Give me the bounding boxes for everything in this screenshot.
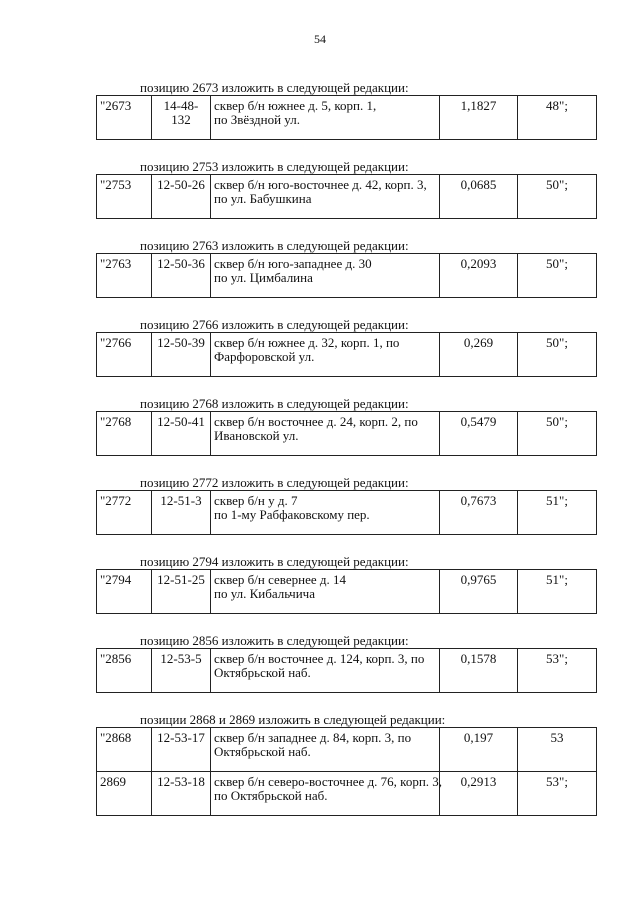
address-cell xyxy=(211,333,440,377)
entry-table xyxy=(96,727,597,816)
address-line: по ул. Бабушкина xyxy=(214,191,312,206)
entry-table xyxy=(96,648,597,693)
section-heading: позиции 2868 и 2869 изложить в следующей редакции: xyxy=(140,712,446,727)
area-value: 0,7673 xyxy=(440,491,518,535)
address-cell xyxy=(211,491,440,535)
table-row xyxy=(97,728,597,772)
area-value: 0,2913 xyxy=(440,772,518,816)
registry-code: 12-51-25 xyxy=(152,570,211,614)
address-cell xyxy=(211,772,443,816)
section-heading: позицию 2763 изложить в следующей редакции: xyxy=(140,238,409,253)
reference-number: 53 xyxy=(518,728,597,772)
amendment-section xyxy=(96,159,596,219)
section-heading: позицию 2673 изложить в следующей редакции: xyxy=(140,80,409,95)
reference-number: 53"; xyxy=(518,772,597,816)
address-line: сквер б/н южнее д. 5, корп. 1, xyxy=(214,98,377,113)
page-number: 54 xyxy=(314,32,326,46)
address-line: по ул. Цимбалина xyxy=(214,270,313,285)
position-number: "2753 xyxy=(97,175,152,219)
address-line: сквер б/н восточнее д. 24, корп. 2, по xyxy=(214,414,418,429)
table-row xyxy=(97,772,597,816)
reference-number: 53"; xyxy=(518,649,597,693)
position-number: 2869 xyxy=(97,772,152,816)
address-line: Фарфоровской ул. xyxy=(214,349,315,364)
position-number: "2856 xyxy=(97,649,152,693)
reference-number: 50"; xyxy=(518,175,597,219)
position-number: "2768 xyxy=(97,412,152,456)
section-heading: позицию 2753 изложить в следующей редакции: xyxy=(140,159,409,174)
area-value: 0,197 xyxy=(440,728,518,772)
amendment-section xyxy=(96,317,596,377)
area-value: 0,2093 xyxy=(440,254,518,298)
address-cell xyxy=(211,728,440,772)
position-number: "2772 xyxy=(97,491,152,535)
section-heading: позицию 2794 изложить в следующей редакции: xyxy=(140,554,409,569)
reference-number: 50"; xyxy=(518,412,597,456)
area-value: 1,1827 xyxy=(440,96,518,140)
address-cell xyxy=(211,254,440,298)
entry-table xyxy=(96,253,597,298)
address-line: сквер б/н юго-западнее д. 30 xyxy=(214,256,372,271)
address-line: сквер б/н западнее д. 84, корп. 3, по xyxy=(214,730,412,745)
address-line: сквер б/н северо-восточнее д. 76, корп. 3, xyxy=(214,774,443,789)
address-line: по ул. Кибальчича xyxy=(214,586,315,601)
table-row xyxy=(97,412,597,456)
entry-table xyxy=(96,332,597,377)
entry-table xyxy=(96,95,597,140)
entry-table xyxy=(96,569,597,614)
table-row xyxy=(97,570,597,614)
amendment-section xyxy=(96,238,596,298)
amendment-section xyxy=(96,396,596,456)
address-line: Октябрьской наб. xyxy=(214,744,311,759)
address-cell xyxy=(211,570,440,614)
registry-code: 14-48-132 xyxy=(152,96,211,140)
table-row xyxy=(97,649,597,693)
area-value: 0,9765 xyxy=(440,570,518,614)
address-line: по Звёздной ул. xyxy=(214,112,300,127)
address-line: сквер б/н юго-восточнее д. 42, корп. 3, xyxy=(214,177,427,192)
address-line: сквер б/н южнее д. 32, корп. 1, по xyxy=(214,335,400,350)
position-number: "2868 xyxy=(97,728,152,772)
entry-table xyxy=(96,174,597,219)
reference-number: 51"; xyxy=(518,491,597,535)
section-heading: позицию 2768 изложить в следующей редакции: xyxy=(140,396,409,411)
table-row xyxy=(97,175,597,219)
entry-table xyxy=(96,411,597,456)
reference-number: 50"; xyxy=(518,333,597,377)
area-value: 0,0685 xyxy=(440,175,518,219)
registry-code: 12-53-5 xyxy=(152,649,211,693)
reference-number: 50"; xyxy=(518,254,597,298)
address-line: по Октябрьской наб. xyxy=(214,788,328,803)
position-number: "2794 xyxy=(97,570,152,614)
address-line: по 1-му Рабфаковскому пер. xyxy=(214,507,370,522)
position-number: "2673 xyxy=(97,96,152,140)
section-heading: позицию 2766 изложить в следующей редакции: xyxy=(140,317,409,332)
table-row xyxy=(97,333,597,377)
registry-code: 12-50-36 xyxy=(152,254,211,298)
table-row xyxy=(97,96,597,140)
entry-table xyxy=(96,490,597,535)
address-cell xyxy=(211,412,440,456)
registry-code: 12-53-17 xyxy=(152,728,211,772)
section-heading: позицию 2856 изложить в следующей редакции: xyxy=(140,633,409,648)
address-cell xyxy=(211,96,440,140)
address-cell xyxy=(211,649,440,693)
area-value: 0,5479 xyxy=(440,412,518,456)
amendment-section xyxy=(96,633,596,693)
registry-code: 12-51-3 xyxy=(152,491,211,535)
registry-code: 12-50-26 xyxy=(152,175,211,219)
address-line: сквер б/н севернее д. 14 xyxy=(214,572,346,587)
registry-code: 12-50-41 xyxy=(152,412,211,456)
section-heading: позицию 2772 изложить в следующей редакции: xyxy=(140,475,409,490)
position-number: "2763 xyxy=(97,254,152,298)
position-number: "2766 xyxy=(97,333,152,377)
table-row xyxy=(97,491,597,535)
amendment-section xyxy=(96,475,596,535)
address-cell xyxy=(211,175,440,219)
amendment-section xyxy=(96,554,596,614)
amendment-section xyxy=(96,712,596,816)
address-line: сквер б/н у д. 7 xyxy=(214,493,298,508)
address-line: Ивановской ул. xyxy=(214,428,299,443)
reference-number: 48"; xyxy=(518,96,597,140)
address-line: Октябрьской наб. xyxy=(214,665,311,680)
registry-code: 12-50-39 xyxy=(152,333,211,377)
area-value: 0,1578 xyxy=(440,649,518,693)
table-row xyxy=(97,254,597,298)
registry-code: 12-53-18 xyxy=(152,772,211,816)
amendment-list xyxy=(96,80,596,835)
area-value: 0,269 xyxy=(440,333,518,377)
amendment-section xyxy=(96,80,596,140)
reference-number: 51"; xyxy=(518,570,597,614)
address-line: сквер б/н восточнее д. 124, корп. 3, по xyxy=(214,651,425,666)
